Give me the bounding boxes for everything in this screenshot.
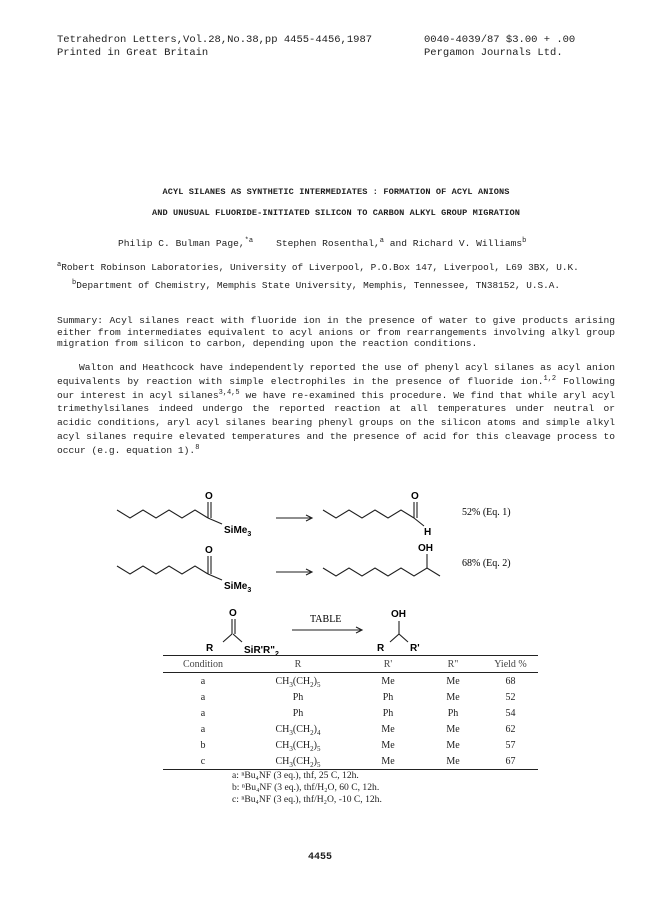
author-williams: Richard V. Williams [412,238,523,249]
table-cell: Ph [292,691,304,703]
table-cell: $CH_3(CH_2)_5$ [243,753,353,770]
table-cell: Me [446,723,460,735]
col-r-prime: R' [353,656,423,673]
affiliation-b-sup: b [72,278,77,287]
table-cell: 54 [505,707,516,719]
author-williams-sup: b [522,236,527,245]
eq1-oxygen: O [205,491,213,502]
affiliation-b [72,280,560,291]
table-row [163,673,538,690]
eq2-yield: 68% (Eq. 2) [462,558,511,569]
conditions-list [232,770,382,806]
eq1-product-oxygen: O [411,491,419,502]
table-cell: Me [381,675,395,687]
table-scheme-oh: OH [391,609,406,620]
col-yield: Yield % [483,656,538,673]
page-number: 4455 [308,852,333,863]
summary: Summary: Acyl silanes react with fluoride ion in the presence of water to give products arising either from intermediates equivalent to acyl anions or from rearrangements involving alkyl group migration from silicon to carbon, depending upon the reaction conditions. [57,315,615,349]
affiliation-b-text: Department of Chemistry, Memphis State University, Memphis, Tennessee, TN38152, U.S.A. [76,280,561,291]
author-rosenthal-sup: a [379,236,384,245]
journal-citation: Tetrahedron Letters,Vol.28,No.38,pp 4455-4456,1987 [57,34,373,46]
title-line-1: ACYL SILANES AS SYNTHETIC INTERMEDIATES : FORMATION OF ACYL ANIONS [162,187,510,197]
table-scheme-sir: $SiR'R"_2$ [244,645,279,658]
table-cell: a [200,723,206,735]
condition-c: c: ⁿBu₄NF (3 eq.), thf/H₂O, -10 C, 12h. [232,794,382,805]
affiliation-a-text: Robert Robinson Laboratories, University of Liverpool, P.O.Box 147, Liverpool, L69 3BX, U.K. [61,262,579,273]
table-row [163,721,538,737]
affiliation-a-sup: a [57,260,62,269]
col-condition: Condition [163,656,243,673]
table-cell: Me [446,739,460,751]
eq1-product-chain [323,510,414,518]
table-cell: $CH_3(CH_2)_5$ [275,739,321,753]
eq1-reactant-chain [117,510,208,518]
affiliation-a [57,262,579,273]
table-cell: Me [446,691,460,703]
body-paragraph [57,361,615,458]
body-text-b: Following our interest in acyl silanes [57,375,615,401]
table-cell: a [200,691,206,703]
table-scheme-r: R [206,643,214,654]
table-header-row [163,656,538,673]
table-cell: 52 [505,691,516,703]
table-cell: Me [353,753,423,770]
eq2-hydroxyl: OH [418,543,433,554]
col-r: R [243,656,353,673]
table-cell: 57 [505,739,516,751]
condition-b: b: ⁿBu₄NF (3 eq.), thf/H₂O, 60 C, 12h. [232,782,380,793]
ref-8: 8 [195,443,200,452]
table-row [163,737,538,753]
table-cell: a [200,675,206,687]
author-rosenthal: Stephen Rosenthal, [276,238,380,249]
table-cell: $CH_3(CH_2)_5$ [275,675,321,689]
eq1-product-h: H [424,527,432,538]
ref-3-4-5: 3,4,5 [218,388,240,397]
table-row [163,689,538,705]
eq2-oxygen: O [205,545,213,556]
table-cell: Me [423,753,483,770]
table-cell: Ph [382,691,394,703]
eq2-reactant-chain [117,566,208,574]
table-cell: Me [446,675,460,687]
author-and: and [389,238,407,249]
col-r-double-prime: R" [423,656,483,673]
title-line-2: AND UNUSUAL FLUORIDE-INITIATED SILICON TO CARBON ALKYL GROUP MIGRATION [152,208,520,218]
results-table-wrap [163,655,538,770]
table-cell: 67 [483,753,538,770]
body-text-c: we have re-examined this procedure. We find that while aryl acyl trimethylsilanes indeed undergo the reported reaction at all temperatures under neutral or acidic conditions, aryl acyl silanes bearing phenyl groups on the silicon atoms and simple alkyl acyl silanes require elevated temperatures and the presence of acid for this cleavage process to occur (e.g. equation 1). [57,389,616,456]
article-code: 0040-4039/87 $3.00 + .00 [424,34,576,46]
eq2-sime3: SiMe$_3$ [224,581,252,594]
table-cell: Ph [382,707,394,719]
table-cell: Me [381,723,395,735]
table-cell: 68 [505,675,516,687]
table-cell: Ph [292,707,304,719]
table-scheme-rprime: R' [410,643,420,654]
body-text-a: Walton and Heathcock have independently reported the use of phenyl acyl silanes as acyl anion equivalents by reaction with simple electrophiles in the presence of fluoride ion. [57,362,615,387]
eq2-product-chain [323,568,440,576]
condition-a: a: ⁿBu₄NF (3 eq.), thf, 25 C, 12h. [232,770,359,781]
table-scheme-oxygen: O [229,608,237,619]
eq1-yield: 52% (Eq. 1) [462,507,511,518]
author-page-sup: *a [244,236,254,245]
table-cell: Me [381,739,395,751]
table-cell: 62 [505,723,516,735]
table-cell: Ph [447,707,459,719]
ref-1-2: 1,2 [543,374,557,383]
table-row [163,705,538,721]
table-scheme-r2: R [377,643,385,654]
author-page: Philip C. Bulman Page, [118,238,245,249]
table-cell: $CH_3(CH_2)_4$ [275,723,321,737]
table-cell: b [200,739,206,751]
eq1-sime3: SiMe$_3$ [224,525,252,538]
publisher: Pergamon Journals Ltd. [424,47,563,59]
results-table [163,655,538,770]
printed-in: Printed in Great Britain [57,47,209,59]
table-row [163,753,538,770]
table-cell: c [163,753,243,770]
table-cell: a [200,707,206,719]
author-list [118,238,526,249]
table-label: TABLE [310,614,342,625]
